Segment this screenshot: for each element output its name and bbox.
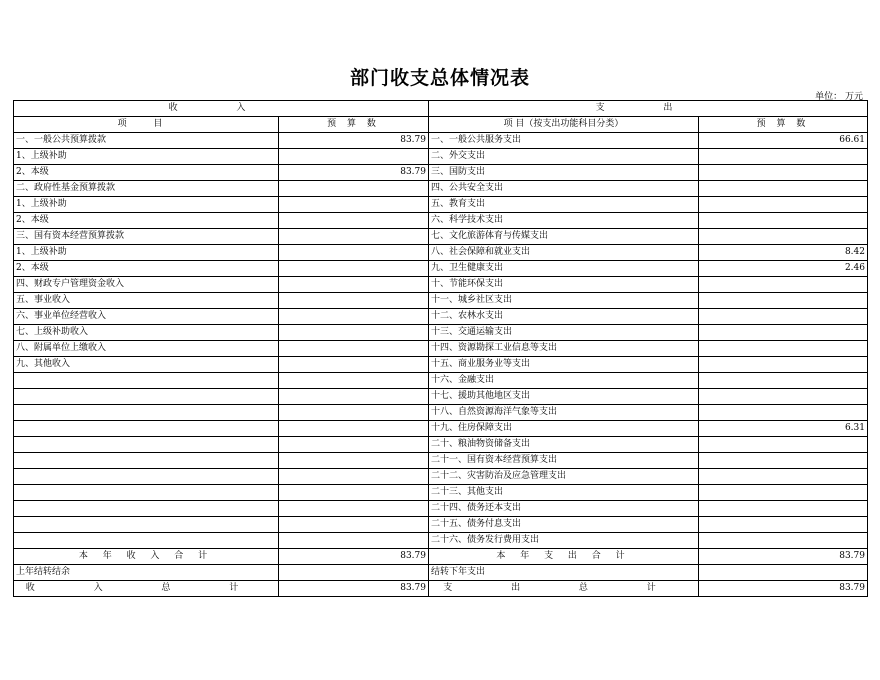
budget-table <box>13 100 868 597</box>
income-item <box>14 453 279 469</box>
expense-value <box>699 309 868 325</box>
expense-item: 十四、资源勘探工业信息等支出 <box>429 341 699 357</box>
expense-section-header: 支 出 <box>429 101 868 117</box>
table-row <box>14 245 868 261</box>
table-row <box>14 373 868 389</box>
expense-value: 6.31 <box>699 421 868 437</box>
table-body <box>14 101 868 549</box>
income-value <box>279 421 429 437</box>
expense-value <box>699 453 868 469</box>
income-value <box>279 453 429 469</box>
expense-value: 8.42 <box>699 245 868 261</box>
table-row <box>14 325 868 341</box>
income-budget-header: 预 算 数 <box>279 117 429 133</box>
expense-item: 二十二、灾害防治及应急管理支出 <box>429 469 699 485</box>
income-item: 1、上级补助 <box>14 197 279 213</box>
income-item <box>14 421 279 437</box>
unit-label: 单位： 万元 <box>815 92 863 102</box>
table-row <box>14 421 868 437</box>
income-value <box>279 229 429 245</box>
expense-value <box>699 405 868 421</box>
table-row <box>14 197 868 213</box>
expense-item: 十五、商业服务业等支出 <box>429 357 699 373</box>
expense-item: 一、一般公共服务支出 <box>429 133 699 149</box>
income-value <box>279 501 429 517</box>
income-item <box>14 389 279 405</box>
expense-item: 八、社会保障和就业支出 <box>429 245 699 261</box>
income-total-value: 83.79 <box>279 581 429 597</box>
income-value <box>279 405 429 421</box>
expense-item: 三、国防支出 <box>429 165 699 181</box>
page-title: 部门收支总体情况表 <box>349 67 530 89</box>
income-item <box>14 517 279 533</box>
expense-item: 七、文化旅游体育与传媒支出 <box>429 229 699 245</box>
expense-value <box>699 181 868 197</box>
expense-total-label: 支 出 总 计 <box>429 581 699 597</box>
income-item <box>14 469 279 485</box>
income-value: 83.79 <box>279 133 429 149</box>
expense-value <box>699 293 868 309</box>
expense-item: 十、节能环保支出 <box>429 277 699 293</box>
expense-value <box>699 437 868 453</box>
expense-item: 二十、粮油物资储备支出 <box>429 437 699 453</box>
expense-item: 二、外交支出 <box>429 149 699 165</box>
table-row <box>14 389 868 405</box>
income-value <box>279 245 429 261</box>
expense-value <box>699 213 868 229</box>
income-value <box>279 533 429 549</box>
income-item: 一、一般公共预算拨款 <box>14 133 279 149</box>
table-row <box>14 469 868 485</box>
year-income-label: 本 年 收 入 合 计 <box>14 549 279 565</box>
income-value <box>279 389 429 405</box>
expense-value <box>699 357 868 373</box>
table-row <box>14 357 868 373</box>
income-value <box>279 373 429 389</box>
table-row <box>14 213 868 229</box>
expense-item: 五、教育支出 <box>429 197 699 213</box>
expense-item: 十七、援助其他地区支出 <box>429 389 699 405</box>
income-value <box>279 197 429 213</box>
income-item: 2、本级 <box>14 165 279 181</box>
expense-item: 九、卫生健康支出 <box>429 261 699 277</box>
expense-item-header: 项 目（按支出功能科目分类） <box>429 117 699 133</box>
income-item: 2、本级 <box>14 213 279 229</box>
expense-item: 十六、金融支出 <box>429 373 699 389</box>
carry-in-label: 上年结转结余 <box>14 565 279 581</box>
column-header-row <box>14 117 868 133</box>
income-item <box>14 533 279 549</box>
income-item: 三、国有资本经营预算拨款 <box>14 229 279 245</box>
income-item <box>14 373 279 389</box>
income-item: 五、事业收入 <box>14 293 279 309</box>
table-row <box>14 181 868 197</box>
income-section-header: 收 入 <box>14 101 429 117</box>
income-item: 六、事业单位经营收入 <box>14 309 279 325</box>
expense-item: 十三、交通运输支出 <box>429 325 699 341</box>
table-row <box>14 133 868 149</box>
income-item: 1、上级补助 <box>14 245 279 261</box>
year-expense-label: 本 年 支 出 合 计 <box>429 549 699 565</box>
table-row <box>14 437 868 453</box>
expense-item: 二十四、债务还本支出 <box>429 501 699 517</box>
table-row <box>14 229 868 245</box>
expense-value <box>699 373 868 389</box>
expense-value <box>699 389 868 405</box>
expense-value <box>699 165 868 181</box>
income-value <box>279 437 429 453</box>
carry-row <box>14 565 868 581</box>
table-row <box>14 341 868 357</box>
table-row <box>14 149 868 165</box>
carry-in-value <box>279 565 429 581</box>
income-item-header: 项 目 <box>14 117 279 133</box>
income-value <box>279 213 429 229</box>
carry-out-value <box>699 565 868 581</box>
table-row <box>14 405 868 421</box>
income-item: 二、政府性基金预算拨款 <box>14 181 279 197</box>
income-item <box>14 501 279 517</box>
income-item: 1、上级补助 <box>14 149 279 165</box>
expense-value <box>699 517 868 533</box>
expense-value <box>699 325 868 341</box>
expense-budget-header: 预 算 数 <box>699 117 868 133</box>
expense-item: 六、科学技术支出 <box>429 213 699 229</box>
table-row <box>14 453 868 469</box>
income-item <box>14 485 279 501</box>
expense-value <box>699 469 868 485</box>
expense-item: 十九、住房保障支出 <box>429 421 699 437</box>
income-item: 七、上级补助收入 <box>14 325 279 341</box>
income-value <box>279 341 429 357</box>
expense-value <box>699 197 868 213</box>
expense-item: 十八、自然资源海洋气象等支出 <box>429 405 699 421</box>
income-value <box>279 357 429 373</box>
grand-total-row <box>14 581 868 597</box>
income-value: 83.79 <box>279 165 429 181</box>
expense-item: 二十六、债务发行费用支出 <box>429 533 699 549</box>
expense-item: 二十三、其他支出 <box>429 485 699 501</box>
table-row <box>14 165 868 181</box>
income-value <box>279 181 429 197</box>
table-row <box>14 277 868 293</box>
year-income-value: 83.79 <box>279 549 429 565</box>
income-value <box>279 277 429 293</box>
table-row <box>14 293 868 309</box>
table-row <box>14 485 868 501</box>
income-item: 八、附属单位上缴收入 <box>14 341 279 357</box>
table-totals <box>14 549 868 597</box>
expense-item: 四、公共安全支出 <box>429 181 699 197</box>
income-item: 四、财政专户管理资金收入 <box>14 277 279 293</box>
income-value <box>279 517 429 533</box>
expense-item: 二十一、国有资本经营预算支出 <box>429 453 699 469</box>
expense-value: 2.46 <box>699 261 868 277</box>
income-total-label: 收 入 总 计 <box>14 581 279 597</box>
expense-total-value: 83.79 <box>699 581 868 597</box>
carry-out-label: 结转下年支出 <box>429 565 699 581</box>
section-header-row <box>14 101 868 117</box>
income-item <box>14 405 279 421</box>
expense-value <box>699 485 868 501</box>
expense-item: 二十五、债务付息支出 <box>429 517 699 533</box>
expense-value <box>699 229 868 245</box>
table-row <box>14 309 868 325</box>
income-value <box>279 469 429 485</box>
expense-item: 十一、城乡社区支出 <box>429 293 699 309</box>
expense-value: 66.61 <box>699 133 868 149</box>
expense-item: 十二、农林水支出 <box>429 309 699 325</box>
table-row <box>14 517 868 533</box>
year-expense-value: 83.79 <box>699 549 868 565</box>
income-value <box>279 261 429 277</box>
income-value <box>279 149 429 165</box>
table-row <box>14 501 868 517</box>
income-value <box>279 309 429 325</box>
income-item <box>14 437 279 453</box>
income-value <box>279 293 429 309</box>
income-value <box>279 485 429 501</box>
income-value <box>279 325 429 341</box>
expense-value <box>699 501 868 517</box>
table-row <box>14 533 868 549</box>
expense-value <box>699 149 868 165</box>
year-total-row <box>14 549 868 565</box>
income-item: 九、其他收入 <box>14 357 279 373</box>
expense-value <box>699 533 868 549</box>
expense-value <box>699 341 868 357</box>
income-item: 2、本级 <box>14 261 279 277</box>
expense-value <box>699 277 868 293</box>
table-row <box>14 261 868 277</box>
